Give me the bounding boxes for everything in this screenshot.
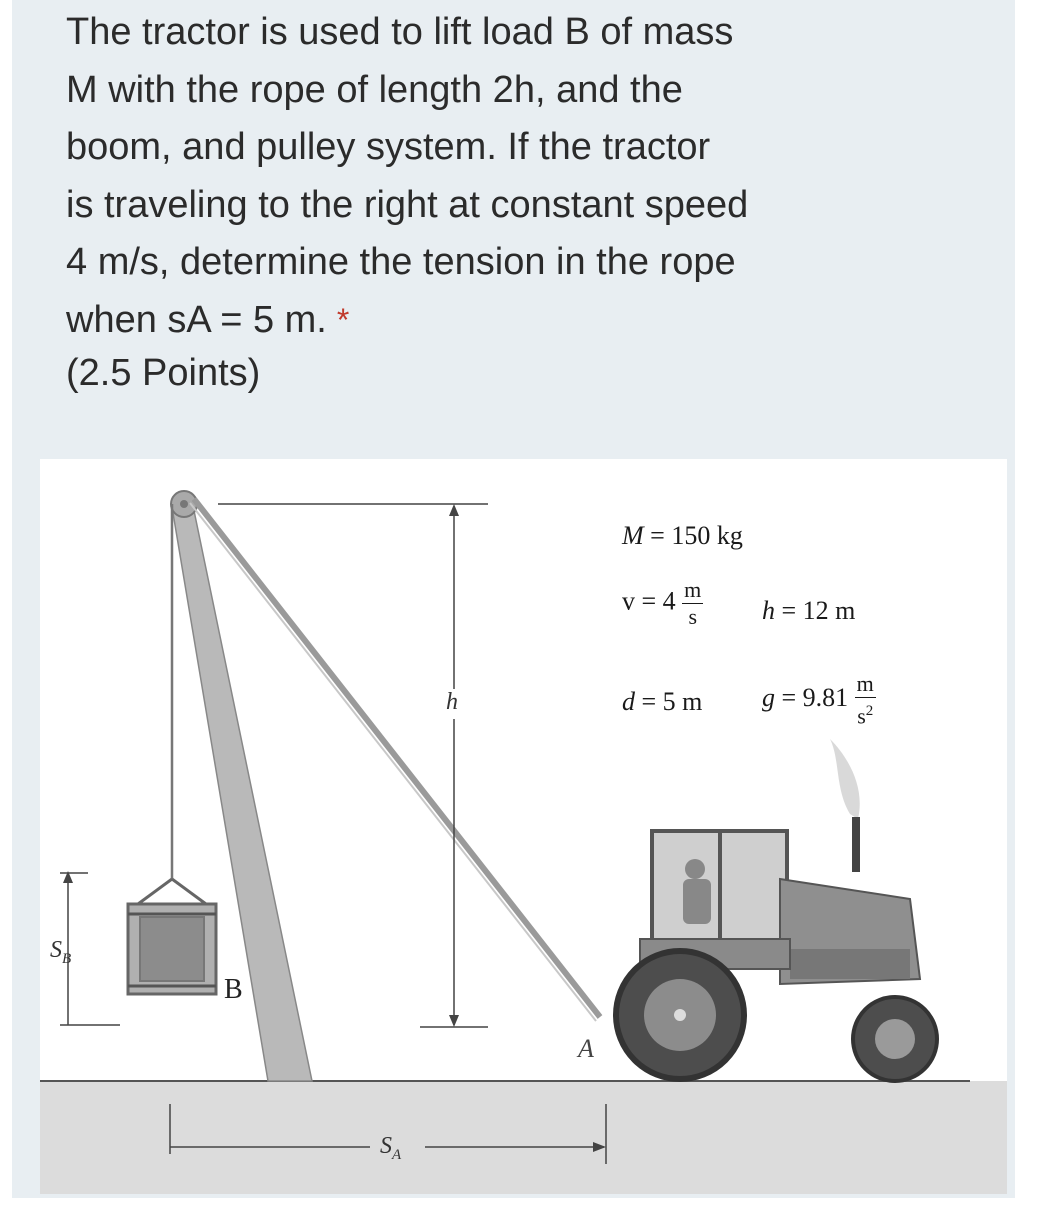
front-wheel-rim-icon [875, 1019, 915, 1059]
velocity-symbol: v [622, 586, 635, 616]
height-symbol: h [762, 596, 775, 625]
distance-symbol: d [622, 687, 635, 716]
velocity-value: 4 [662, 586, 676, 616]
height-value: 12 m [802, 596, 856, 625]
gravity-unit-den [855, 698, 876, 729]
velocity-unit-num: m [684, 577, 702, 602]
gravity-unit [855, 671, 876, 729]
distance-value: 5 m [662, 687, 703, 716]
gravity-symbol: g [762, 683, 775, 713]
rear-wheel-hub-icon [674, 1009, 686, 1021]
h-arrow-bottom-icon [449, 1015, 459, 1027]
question-line: boom, and pulley system. If the tractor [66, 126, 711, 168]
given-distance [622, 687, 702, 717]
sb-label-sub: B [62, 950, 72, 967]
mass-symbol: M [622, 521, 644, 550]
question-line: The tractor is used to lift load B of mass [66, 11, 734, 53]
sb-label [50, 937, 71, 968]
problem-figure [40, 459, 1007, 1194]
point-a-label: A [578, 1034, 594, 1063]
distance-eq: = [641, 687, 657, 716]
question-text [66, 4, 886, 349]
velocity-unit [682, 577, 703, 630]
sa-label-sub: A [392, 1146, 402, 1163]
sb-label-main: S [50, 937, 62, 963]
gravity-eq: = [781, 683, 797, 713]
sa-label-main: S [380, 1133, 392, 1159]
gravity-unit-base: s [857, 703, 866, 729]
question-line: M with the rope of length 2h, and the [66, 68, 683, 111]
h-label: h [446, 689, 458, 715]
given-mass [622, 521, 743, 551]
load-crate-panel [140, 917, 204, 981]
question-line: is traveling to the right at constant speed [66, 183, 749, 226]
sling-left [138, 879, 172, 904]
points-label: (2.5 Points) [66, 352, 261, 394]
pulley-hub-icon [180, 500, 188, 508]
load-label: B [224, 974, 243, 1005]
height-eq: = [781, 596, 797, 625]
question-line: 4 m/s, determine the tension in the rope [66, 241, 736, 283]
sling-right [172, 879, 206, 904]
exhaust-smoke [830, 739, 860, 819]
given-velocity [622, 577, 703, 630]
mass-value: 150 kg [671, 521, 743, 550]
tractor [616, 739, 937, 1081]
driver-body [683, 879, 711, 924]
velocity-eq: = [641, 586, 657, 616]
velocity-unit-den: s [688, 604, 698, 629]
sa-label [380, 1133, 401, 1164]
question-line-last [66, 292, 886, 350]
given-height [762, 596, 855, 626]
question-line: when sA = 5 m. [66, 298, 327, 341]
given-gravity [762, 671, 876, 729]
exhaust-pipe [852, 817, 860, 872]
required-asterisk: * [336, 301, 350, 338]
ground [40, 1081, 1007, 1194]
driver-head [685, 859, 705, 879]
mass-eq: = [650, 521, 665, 550]
figure-drawing [40, 459, 1007, 1194]
h-arrow-top-icon [449, 504, 459, 516]
gravity-unit-num: m [856, 671, 874, 696]
gravity-unit-exp: 2 [865, 703, 874, 719]
gravity-value: 9.81 [802, 683, 849, 713]
tractor-engine [790, 949, 910, 979]
